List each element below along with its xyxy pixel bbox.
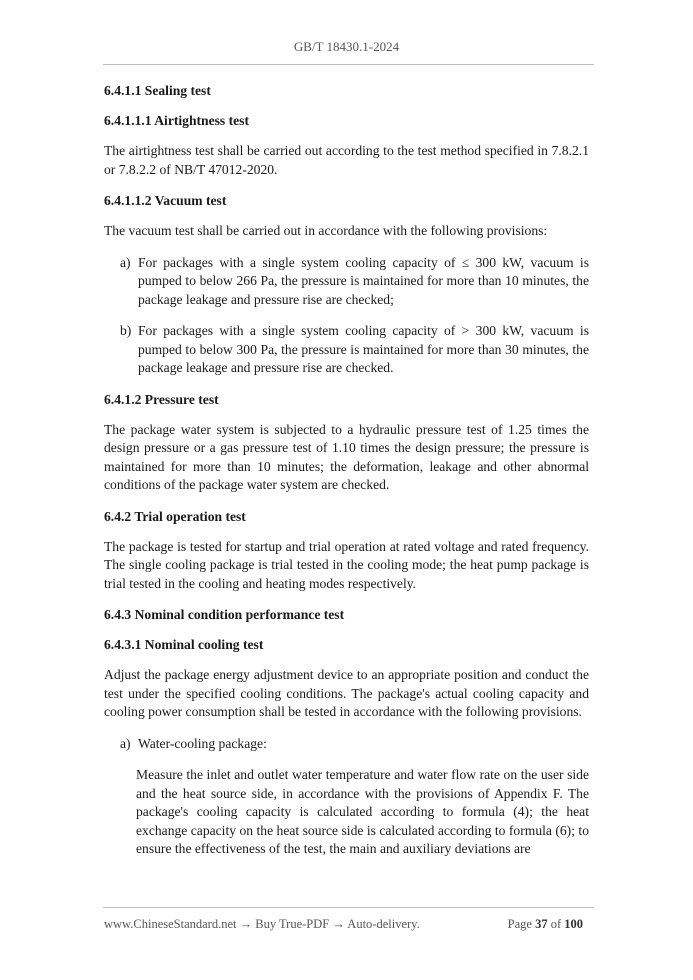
page-number — [508, 917, 583, 932]
footer-divider — [103, 907, 594, 908]
airtightness-paragraph: The airtightness test shall be carried out according to the test method specified in 7.8.2.1 or 7.8.2.2 of NB/T 47012-2020. — [104, 143, 589, 177]
page-of-label: of — [550, 917, 562, 931]
nominal-cooling-paragraph: Adjust the package energy adjustment device to an appropriate position and conduct the test under the specified cooling conditions. The package's actual cooling capacity and cooling power consumption shall be tested in accordance with the following provisions. — [104, 667, 589, 719]
pressure-test-paragraph: The package water system is subjected to a hydraulic pressure test of 1.25 times the design pressure or a gas pressure test of 1.10 times the design pressure; the pressure is maintained for more than 10 minutes; the deformation, leakage and other abnormal conditions of the package water system are checked. — [104, 421, 589, 492]
heading-6-4-1-2: 6.4.1.2 Pressure test — [104, 391, 219, 407]
heading-6-4-1-1-1: 6.4.1.1.1 Airtightness test — [104, 113, 249, 128]
heading-6-4-3-1: 6.4.3.1 Nominal cooling test — [104, 637, 264, 652]
list-item — [104, 254, 589, 310]
page-content — [104, 82, 589, 872]
list-marker: b) — [120, 323, 132, 338]
heading-6-4-2: 6.4.2 Trial operation test — [104, 508, 246, 524]
heading-6-4-1-1: 6.4.1.1 Sealing test — [104, 83, 211, 98]
page-label: Page — [507, 917, 532, 931]
list-item — [104, 322, 589, 378]
vacuum-intro-paragraph: The vacuum test shall be carried out in accordance with the following provisions: — [104, 223, 548, 238]
trial-operation-paragraph: The package is tested for startup and trial operation at rated voltage and rated frequency. The single cooling package is trial tested in the cooling mode; the heat pump package is trial tested in the cooling and heating modes respectively. — [104, 538, 589, 591]
list-item — [104, 735, 589, 754]
water-cooling-paragraph: Measure the inlet and outlet water temperature and water flow rate on the user side and the heat source side, in accordance with the provisions of Appendix F. The package's cooling capacity is calculated according to formula (4); the heat exchange capacity on the heat source side is calculated according to formula (6); to ensure the effectiveness of the test, the main and auxiliary deviations are — [136, 767, 589, 856]
heading-6-4-1-1-2: 6.4.1.1.2 Vacuum test — [104, 193, 227, 208]
list-marker: a) — [120, 254, 131, 270]
list-item-text: For packages with a single system cooling capacity of > 300 kW, vacuum is pumped to below 300 Pa, the pressure is maintained for more than 30 minutes, the package leakage and pressure rise are checked. — [138, 323, 589, 375]
list-marker: a) — [120, 735, 131, 751]
list-item-text: For packages with a single system cooling capacity of ≤ 300 kW, vacuum is pumped to below 266 Pa, the pressure is maintained for more than 10 minutes, the package leakage and pressure rise are checked; — [138, 254, 589, 307]
page-current: 37 — [535, 917, 548, 931]
document-id-header: GB/T 18430.1-2024 — [293, 39, 400, 54]
list-item-text: Water-cooling package: — [138, 735, 267, 751]
footer-link[interactable]: www.ChineseStandard.net → Buy True-PDF → Auto-delivery. — [104, 917, 420, 931]
page-total: 100 — [564, 917, 583, 931]
heading-6-4-3: 6.4.3 Nominal condition performance test — [104, 607, 345, 622]
header-divider — [103, 64, 594, 65]
